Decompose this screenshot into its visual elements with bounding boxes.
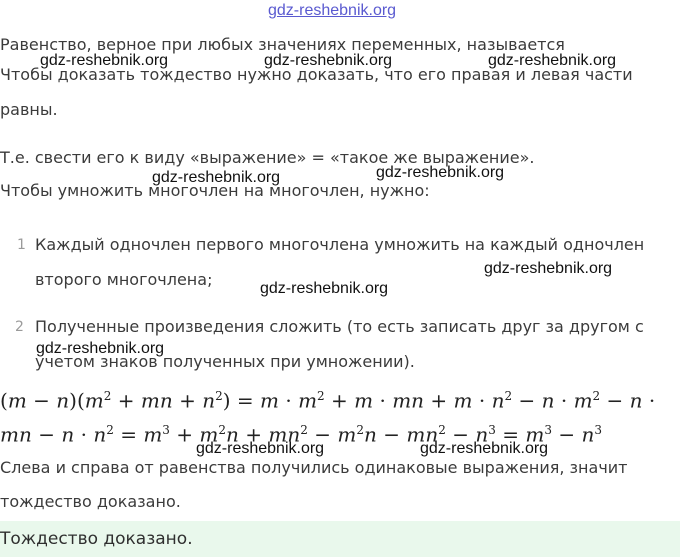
step-2-number: 2 xyxy=(15,319,24,335)
conclusion-line-1: Слева и справа от равенства получились одинаковые выражения, значит xyxy=(0,458,628,477)
step-1-line-2: второго многочлена; xyxy=(35,270,213,289)
step-1-line-1: Каждый одночлен первого многочлена умножить на каждый одночлен xyxy=(35,235,645,254)
answer-text: Тождество доказано. xyxy=(0,529,193,549)
watermark: gdz-reshebnik.org xyxy=(420,440,549,457)
watermark: gdz-reshebnik.org xyxy=(264,52,393,69)
answer-box xyxy=(0,521,680,557)
paragraph-definition: Равенство, верное при любых значениях переменных, называется xyxy=(0,35,565,54)
formula-line-2: mn − $n \cdot n^2 = m^3 + m^2n + mn^2 - m^2n - mn^2 - n^3 = m^3 - n^3$ xyxy=(0,422,602,447)
watermark: gdz-reshebnik.org xyxy=(152,169,281,186)
paragraph-proof-method: Чтобы доказать тождество нужно доказать, что его правая и левая части xyxy=(0,65,633,84)
watermark: gdz-reshebnik.org xyxy=(36,340,165,357)
watermark: gdz-reshebnik.org xyxy=(484,260,613,277)
paragraph-multiply-rule: Чтобы умножить многочлен на многочлен, нужно: xyxy=(0,181,430,200)
step-2-line-1: Полученные произведения сложить (то есть записать друг за другом с xyxy=(35,317,644,336)
step-2-line-2: учетом знаков полученных при умножении). xyxy=(35,352,415,371)
step-1-number: 1 xyxy=(17,237,26,253)
paragraph-reduce-form: Т.е. свести его к виду «выражение» = «такое же выражение». xyxy=(0,148,535,167)
watermark: gdz-reshebnik.org xyxy=(196,440,325,457)
site-header-link[interactable]: gdz-reshebnik.org xyxy=(268,2,397,19)
watermark: gdz-reshebnik.org xyxy=(376,164,505,181)
watermark: gdz-reshebnik.org xyxy=(488,52,617,69)
watermark: gdz-reshebnik.org xyxy=(260,280,389,297)
watermark: gdz-reshebnik.org xyxy=(40,52,169,69)
paragraph-proof-method-end: равны. xyxy=(0,100,58,119)
conclusion-line-2: тождество доказано. xyxy=(0,492,181,511)
formula-line-1: $(m - n)(m^2$ + mn + $n^2) = m \cdot m^2 + m$ · mn + $m \cdot n^2 - n \cdot m^2 - n$ · xyxy=(0,388,656,413)
